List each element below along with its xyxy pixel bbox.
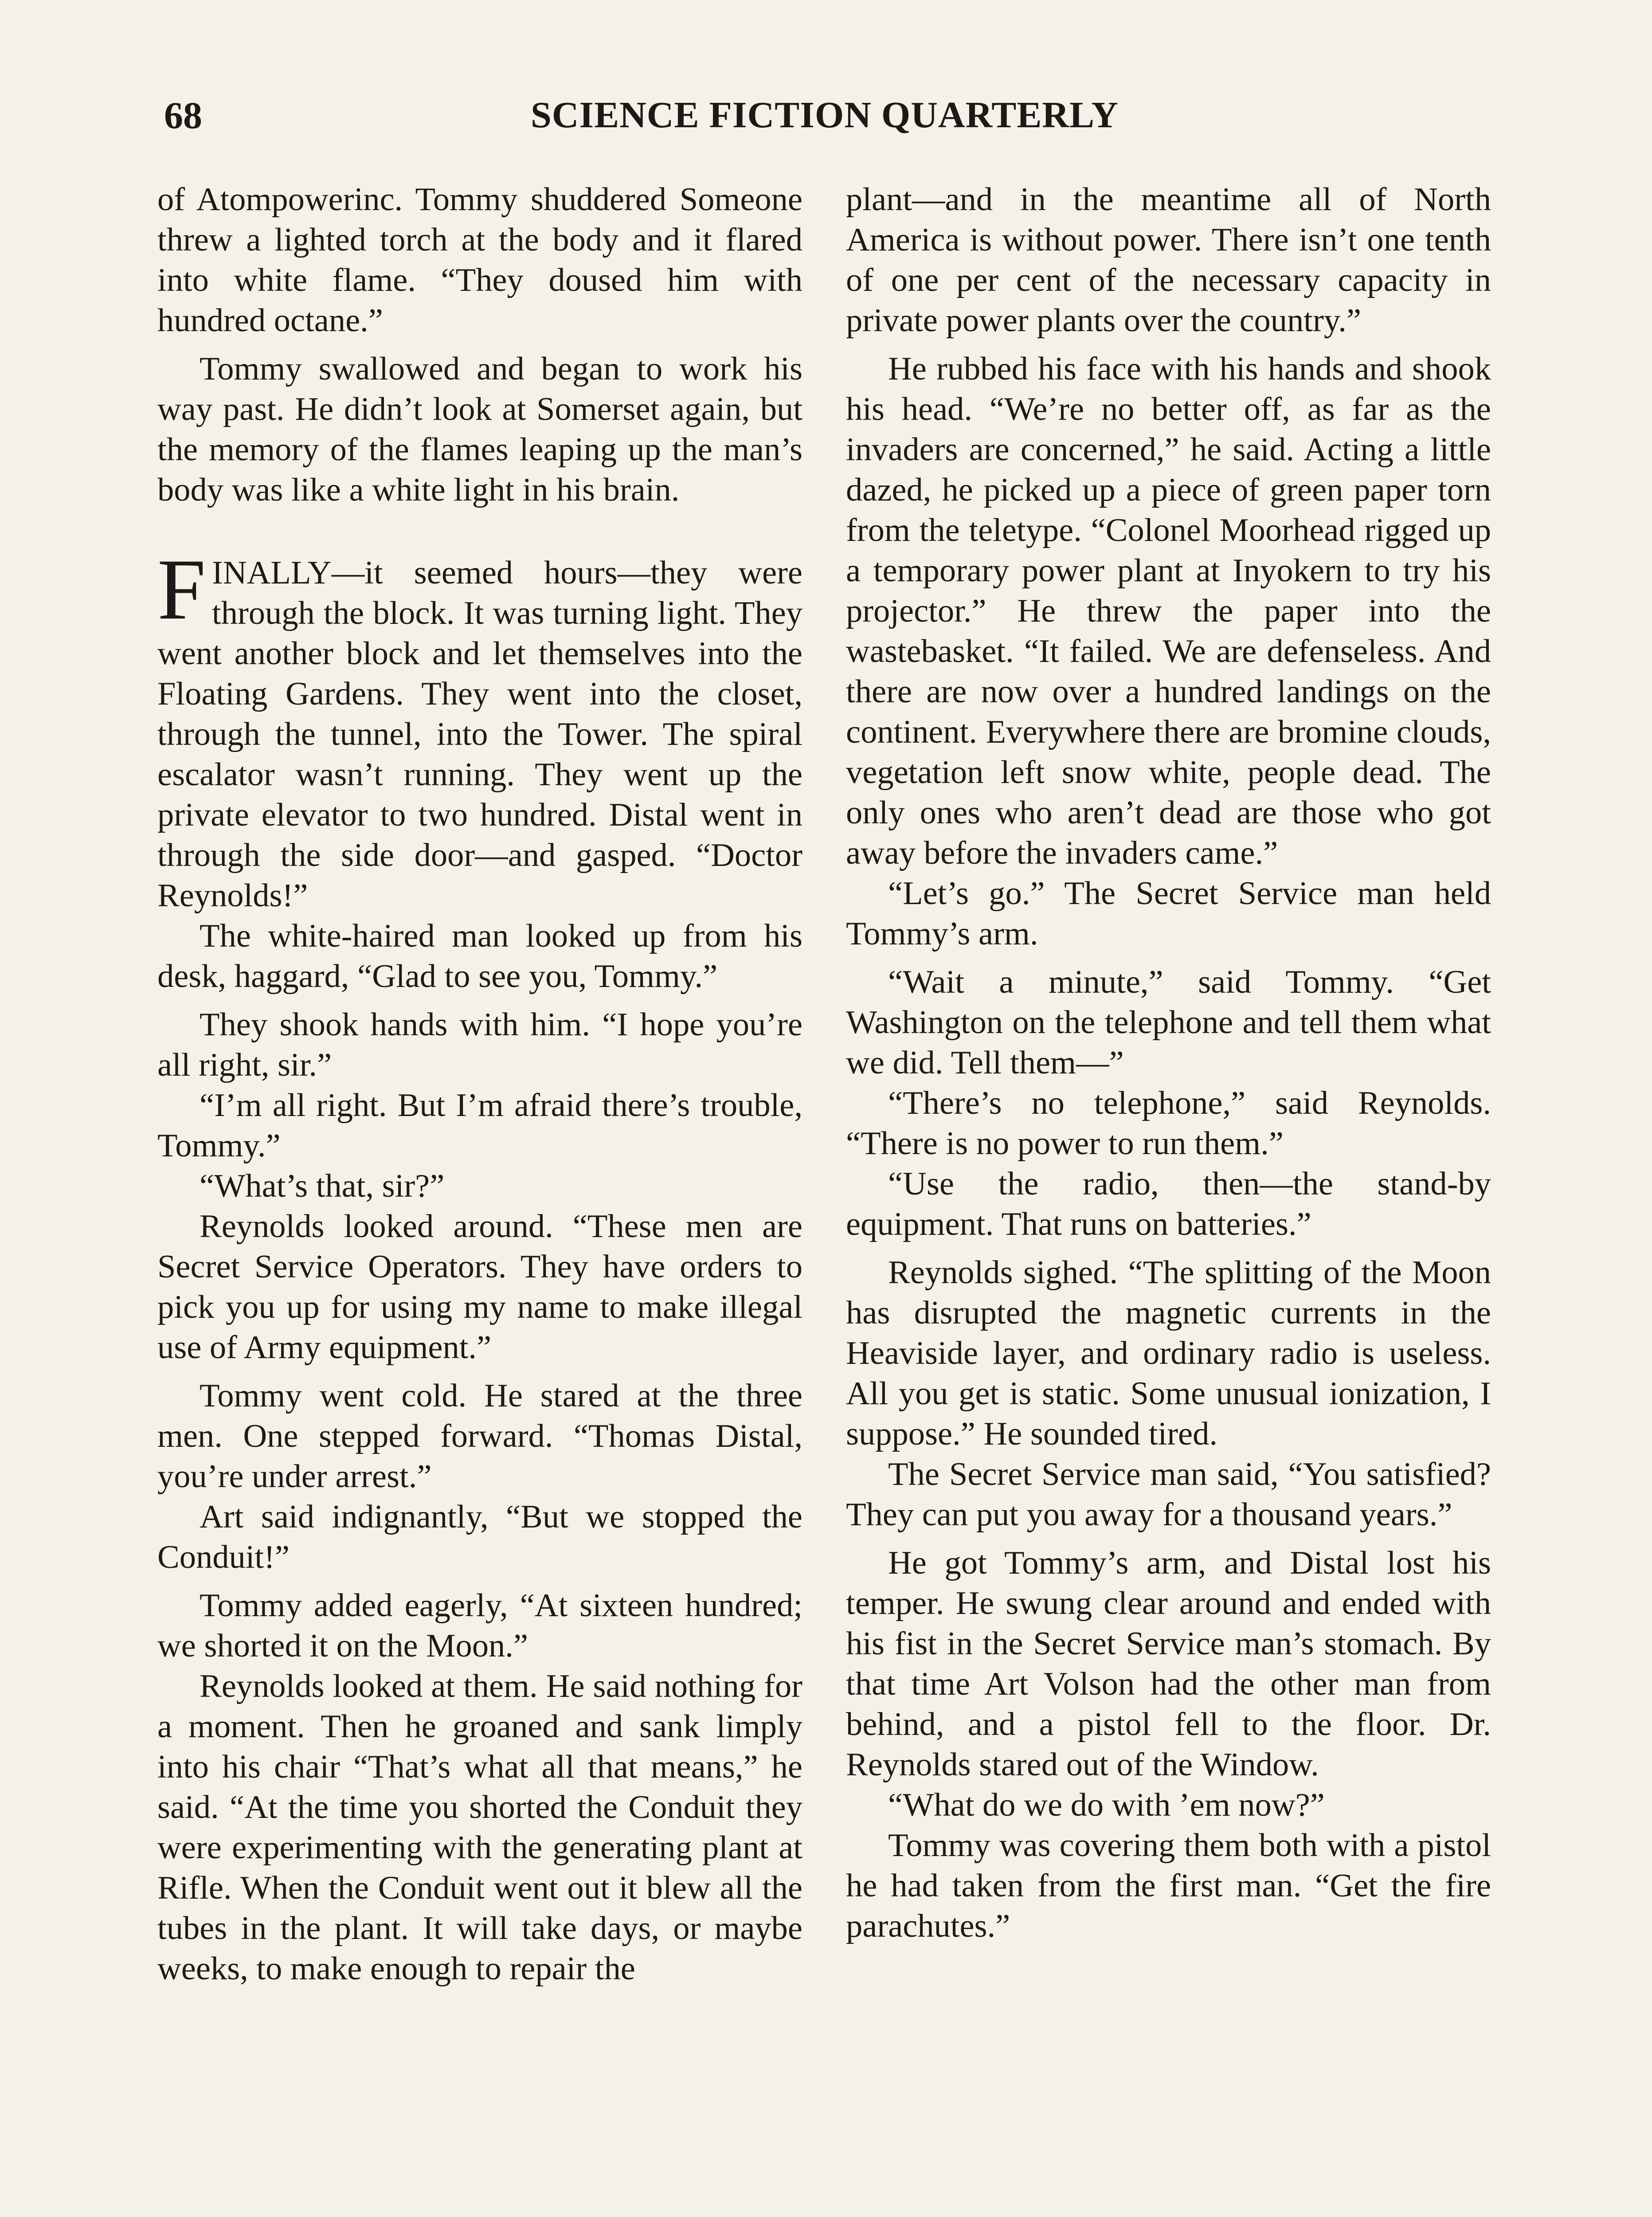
paragraph: Tommy went cold. He stared at the three men. One stepped forward. “Thomas Distal, you’re under arrest.” bbox=[157, 1378, 803, 1495]
paragraph: Art said indignantly, “But we stopped the Conduit!” bbox=[157, 1499, 803, 1575]
left-column bbox=[157, 180, 803, 1989]
paragraph: The Secret Service man said, “You satisfied? They can put you away for a thousand years.” bbox=[846, 1456, 1491, 1533]
paragraph: He got Tommy’s arm, and Distal lost his temper. He swung clear around and ended with his fist in the Secret Service man’s stomach. By that time Art Volson had the other man from behind, and a pistol fell to the floor. Dr. Reynolds stared out of the Window. bbox=[846, 1545, 1491, 1783]
paragraph: They shook hands with him. “I hope you’re all right, sir.” bbox=[157, 1007, 803, 1083]
paragraph: Reynolds looked around. “These men are Secret Service Operators. They have orders to pick you up for using my name to make illegal use of Army equipment.” bbox=[157, 1208, 803, 1366]
paragraph: of Atompowerinc. Tommy shuddered Someone threw a lighted torch at the body and it flared into white flame. “They doused him with hundred octane.” bbox=[157, 181, 803, 339]
paragraph: plant—and in the meantime all of North America is without power. There isn’t one tenth of one per cent of the necessary capacity in private power plants over the country.” bbox=[846, 181, 1491, 339]
paragraph: “Wait a minute,” said Tommy. “Get Washington on the telephone and tell them what we did. Tell them—” bbox=[846, 964, 1491, 1081]
paragraph: Tommy swallowed and began to work his way past. He didn’t look at Somerset again, but the memory of the flames leaping up the man’s body was like a white light in his brain. bbox=[157, 351, 803, 508]
paragraph: “Use the radio, then—the stand-by equipment. That runs on batteries.” bbox=[846, 1166, 1491, 1242]
paragraph: Tommy was covering them both with a pistol he had taken from the first man. “Get the fire parachutes.” bbox=[846, 1827, 1491, 1944]
page-number: 68 bbox=[164, 94, 202, 137]
section-start-text: INALLY—it seemed hours—they were through the block. It was turning light. They went another block and let themselves into the Floating Gardens. They went into the closet, through the tunnel, into the Tower. The spiral escalator wasn’t running. They went up the private elevator to two hundred. Distal went in through the side door—and gasped. “Doctor Reynolds!” bbox=[157, 555, 803, 914]
paragraph: Reynolds sighed. “The splitting of the Moon has disrupted the magnetic currents in the Heaviside layer, and ordinary radio is useless. All you get is static. Some unusual ionization, I suppose.” He sounded tired. bbox=[846, 1254, 1491, 1452]
right-column bbox=[846, 180, 1491, 1947]
paragraph: “What do we do with ’em now?” bbox=[888, 1787, 1325, 1823]
paragraph: The white-haired man looked up from his desk, haggard, “Glad to see you, Tommy.” bbox=[157, 918, 803, 995]
paragraph: “What’s that, sir?” bbox=[200, 1168, 445, 1204]
running-head: SCIENCE FICTION QUARTERLY bbox=[531, 94, 1119, 136]
drop-cap: F bbox=[157, 541, 206, 638]
paragraph: He rubbed his face with his hands and shook his head. “We’re no better off, as far as the invaders are concerned,” he said. Acting a little dazed, he picked up a piece of green paper torn from the teletype. “Colonel Moorhead rigged up a temporary power plant at Inyokern to try his projector.” He threw the paper into the wastebasket. “It failed. We are defenseless. And there are now over a hundred landings on the continent. Everywhere there are bromine clouds, vegetation left snow white, people dead. The only ones who aren’t dead are those who got away before the invaders came.” bbox=[846, 351, 1491, 871]
paragraph: “There’s no telephone,” said Reynolds. “There is no power to run them.” bbox=[846, 1085, 1491, 1162]
paragraph: “Let’s go.” The Secret Service man held Tommy’s arm. bbox=[846, 875, 1491, 952]
page-header bbox=[164, 91, 1485, 144]
paragraph: Tommy added eagerly, “At sixteen hundred; we shorted it on the Moon.” bbox=[157, 1587, 803, 1664]
paragraph: “I’m all right. But I’m afraid there’s trouble, Tommy.” bbox=[157, 1087, 803, 1164]
paragraph: Reynolds looked at them. He said nothing for a moment. Then he groaned and sank limply into his chair “That’s what all that means,” he said. “At the time you shorted the Conduit they were experimenting with the generating plant at Rifle. When the Conduit went out it blew all the tubes in the plant. It will take days, or maybe weeks, to make enough to repair the bbox=[157, 1668, 803, 1987]
section-start-paragraph bbox=[157, 541, 803, 916]
